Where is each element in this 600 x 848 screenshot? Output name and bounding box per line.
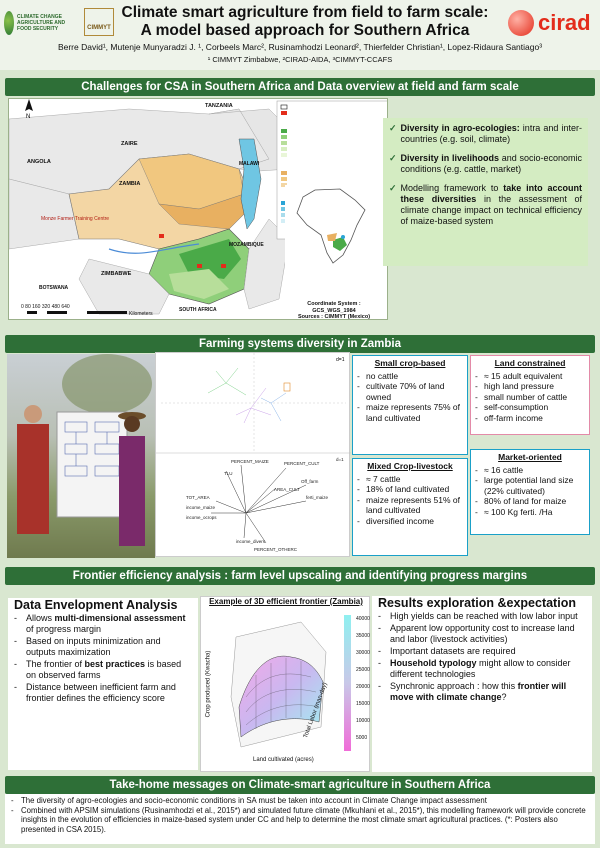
- authors: Berre David¹, Mutenje Munyaradzi J. ¹, Corbeels Marc², Rusinamhodzi Leonard², Thierfelder Christian¹, Lopez-Ridaura Santiago³: [57, 42, 543, 52]
- ccafs-logo: [4, 4, 74, 42]
- svg-text:Off_farm: Off_farm: [301, 479, 319, 484]
- bullet-3-bold: take into account these diversities: [400, 183, 582, 204]
- card-mixed-item: - ≈ 7 cattle: [357, 474, 463, 485]
- coord-system-text: Coordinate System : GCS_WGS_1984: [307, 301, 361, 314]
- dea-title: Data Envelopment Analysis: [14, 598, 178, 612]
- svg-text:d=1: d=1: [336, 457, 344, 462]
- colorbar-ticks: 40000 35000 30000 25000 20000 15000 10000 5000: [356, 616, 370, 741]
- svg-text:ferti_maize: ferti_maize: [306, 495, 329, 500]
- poster-title: [120, 4, 490, 40]
- take-home-item: - The diversity of agro-ecologies and socio-economic conditions in SA must be taken into account in Climate Change impact assessment: [11, 796, 589, 806]
- take-home-item: - Combined with APSIM simulations (Rusinamhodzi et al., 2015*) and simulated future climate (Mkuhlani et al., 2015*), this modelling framework will provide concrete insights in the evolution of efficiencies in maize-based system under CC and help to determine the most climate smart agricultural practices. (*: Posters also presented in CSA 2015).: [11, 806, 589, 835]
- challenges-bullets: [383, 118, 588, 266]
- card-mixed-item: - maize represents 51% of land cultivated: [357, 495, 463, 516]
- results-item: - Apparent low opportunity cost to increase land and labor (livestock activities): [378, 623, 586, 645]
- map-label-south-africa: SOUTH AFRICA: [179, 307, 217, 313]
- map-scale-units: 0 80 160 320 480 640: [21, 304, 70, 310]
- map-label-botswana: BOTSWANA: [39, 285, 69, 291]
- affiliations: ¹ CIMMYT Zimbabwe, ²CIRAD-AIDA, ³CIMMYT-CCAFS: [207, 55, 393, 64]
- card-land-item: - ≈ 15 adult equivalent: [475, 371, 585, 382]
- results-item: - Synchronic approach : how this frontier will move with climate change?: [378, 681, 586, 703]
- title-line-2: A model based approach for Southern Africa: [140, 22, 470, 39]
- card-market-item: - 80% of land for maize: [475, 496, 585, 507]
- check-icon: ✓: [389, 183, 397, 193]
- bullet-2-text: and socio-economic conditions (e.g. cattle, market): [400, 153, 582, 174]
- results-item: - Important datasets are required: [378, 646, 586, 657]
- bullet-3-text: in the assessment of climate change impact on technical efficiency of maize-based system: [400, 194, 582, 226]
- card-land-constrained: [470, 355, 590, 435]
- check-icon: ✓: [389, 153, 397, 163]
- cimmyt-logo: CIMMYT: [84, 8, 114, 36]
- chart-ylabel: Crop produced (Kwacha): [205, 650, 212, 718]
- chart-title: Example of 3D efficient frontier (Zambia): [209, 597, 363, 606]
- card-market-item: - ≈ 100 Kg ferti. /Ha: [475, 507, 585, 518]
- card-market-title: Market-oriented: [498, 452, 562, 462]
- results-panel: [372, 596, 592, 772]
- check-icon: ✓: [389, 123, 397, 133]
- map-label-angola: ANGOLA: [27, 159, 51, 165]
- section1-title: Challenges for CSA in Southern Africa and Data overview at field and farm scale: [5, 78, 595, 96]
- section3-title: Frontier efficiency analysis : farm level upscaling and identifying progress margins: [5, 567, 595, 585]
- bullet-1-bold: Diversity in agro-ecologies:: [400, 123, 520, 133]
- svg-text:PERCENT_MAIZE: PERCENT_MAIZE: [231, 459, 269, 464]
- dea-item: - Distance between inefficient farm and frontier defines the efficiency score: [14, 682, 192, 704]
- map-label-monze: Monze Farmer Training Centre: [41, 216, 110, 222]
- card-small-crop: [352, 355, 468, 455]
- results-item: - Household typology might allow to consider different technologies: [378, 658, 586, 680]
- section4-title: Take-home messages on Climate-smart agriculture in Southern Africa: [5, 776, 595, 794]
- svg-text:PERCENT_OTHERC: PERCENT_OTHERC: [254, 547, 298, 552]
- svg-text:income_ocrops: income_ocrops: [186, 515, 217, 520]
- title-line-1: Climate smart agriculture from field to farm scale:: [121, 4, 489, 21]
- bullet-modelling: [389, 183, 582, 227]
- bullet-agro-ecologies: [389, 123, 582, 145]
- ccafs-globe-icon: [4, 11, 14, 35]
- map-label-mozambique: MOZAMBIQUE: [229, 242, 264, 248]
- card-small-item: - no cattle: [357, 371, 463, 382]
- svg-text:AREA_CULT: AREA_CULT: [274, 487, 301, 492]
- card-mixed-item: - 18% of land cultivated: [357, 484, 463, 495]
- map-label-tanzania: TANZANIA: [205, 103, 233, 109]
- sources-text: Sources : CIMMYT (Mexico): [297, 314, 371, 320]
- svg-text:TOT_AREA: TOT_AREA: [186, 495, 210, 500]
- map-label-zaire: ZAIRE: [121, 141, 138, 147]
- chart-xlabel: Land cultivated (acres): [253, 757, 314, 763]
- bullet-1-text: intra and inter-countries (e.g. soil, climate): [400, 123, 582, 144]
- card-land-item: - small number of cattle: [475, 392, 585, 403]
- poster-header: [0, 0, 600, 70]
- results-title: Results exploration &expectation: [378, 596, 576, 610]
- map-label-malawi: MALAWI: [239, 161, 260, 167]
- svg-text:income_maize: income_maize: [186, 505, 216, 510]
- bullet-3-pre: Modelling framework to: [400, 183, 504, 193]
- card-small-item: - maize represents 75% of land cultivated: [357, 402, 463, 423]
- card-mixed-title: Mixed Crop-livestock: [367, 461, 453, 471]
- svg-text:N: N: [26, 114, 31, 120]
- map-label-zimbabwe: ZIMBABWE: [101, 271, 132, 277]
- chart-zlabel: Total Labor (man-day): [303, 681, 329, 740]
- card-small-item: - cultivate 70% of land owned: [357, 381, 463, 402]
- svg-text:income_divers: income_divers: [236, 539, 266, 544]
- section2-title: Farming systems diversity in Zambia: [5, 335, 595, 353]
- bullet-2-bold: Diversity in livelihoods: [400, 153, 500, 163]
- efficient-frontier-chart: [200, 596, 370, 772]
- card-mixed-item: - diversified income: [357, 516, 463, 527]
- map-label-zambia: ZAMBIA: [119, 181, 141, 187]
- africa-inset-map: [285, 185, 383, 267]
- farmers-photo: [7, 354, 155, 558]
- cirad-logo: [508, 6, 592, 40]
- take-home-panel: [5, 794, 595, 844]
- card-market: [470, 449, 590, 535]
- ccafs-logo-text: CLIMATE CHANGE AGRICULTURE AND FOOD SECURITY: [17, 14, 66, 32]
- map-scale-label: Kilometers: [129, 311, 153, 317]
- dea-panel: [8, 598, 198, 770]
- cirad-ball-icon: [508, 10, 534, 36]
- card-small-title: Small crop-based: [374, 358, 446, 368]
- svg-text:TLU: TLU: [224, 471, 233, 476]
- card-market-item: - ≈ 16 cattle: [475, 465, 585, 476]
- dea-item: - Based on inputs minimization and outputs maximization: [14, 636, 192, 658]
- svg-text:PERCENT_CULT: PERCENT_CULT: [284, 461, 320, 466]
- cirad-logo-text: cirad: [538, 10, 591, 35]
- card-market-item: - large potential land size (22% cultivated): [475, 475, 585, 496]
- card-land-item: - high land pressure: [475, 381, 585, 392]
- card-land-title: Land constrained: [494, 358, 566, 368]
- dea-item: - The frontier of best practices is based on observed farms: [14, 659, 192, 681]
- map-coordinate-system: [290, 301, 378, 321]
- card-land-item: - self-consumption: [475, 402, 585, 413]
- card-mixed: [352, 458, 468, 556]
- svg-text:d=1: d=1: [336, 357, 345, 363]
- results-item: - High yields can be reached with low labor input: [378, 611, 586, 622]
- dea-item: - Allows multi-dimensional assessment of progress margin: [14, 613, 192, 635]
- pca-plots: [155, 352, 350, 557]
- bullet-livelihoods: [389, 153, 582, 175]
- card-land-item: - off-farm income: [475, 413, 585, 424]
